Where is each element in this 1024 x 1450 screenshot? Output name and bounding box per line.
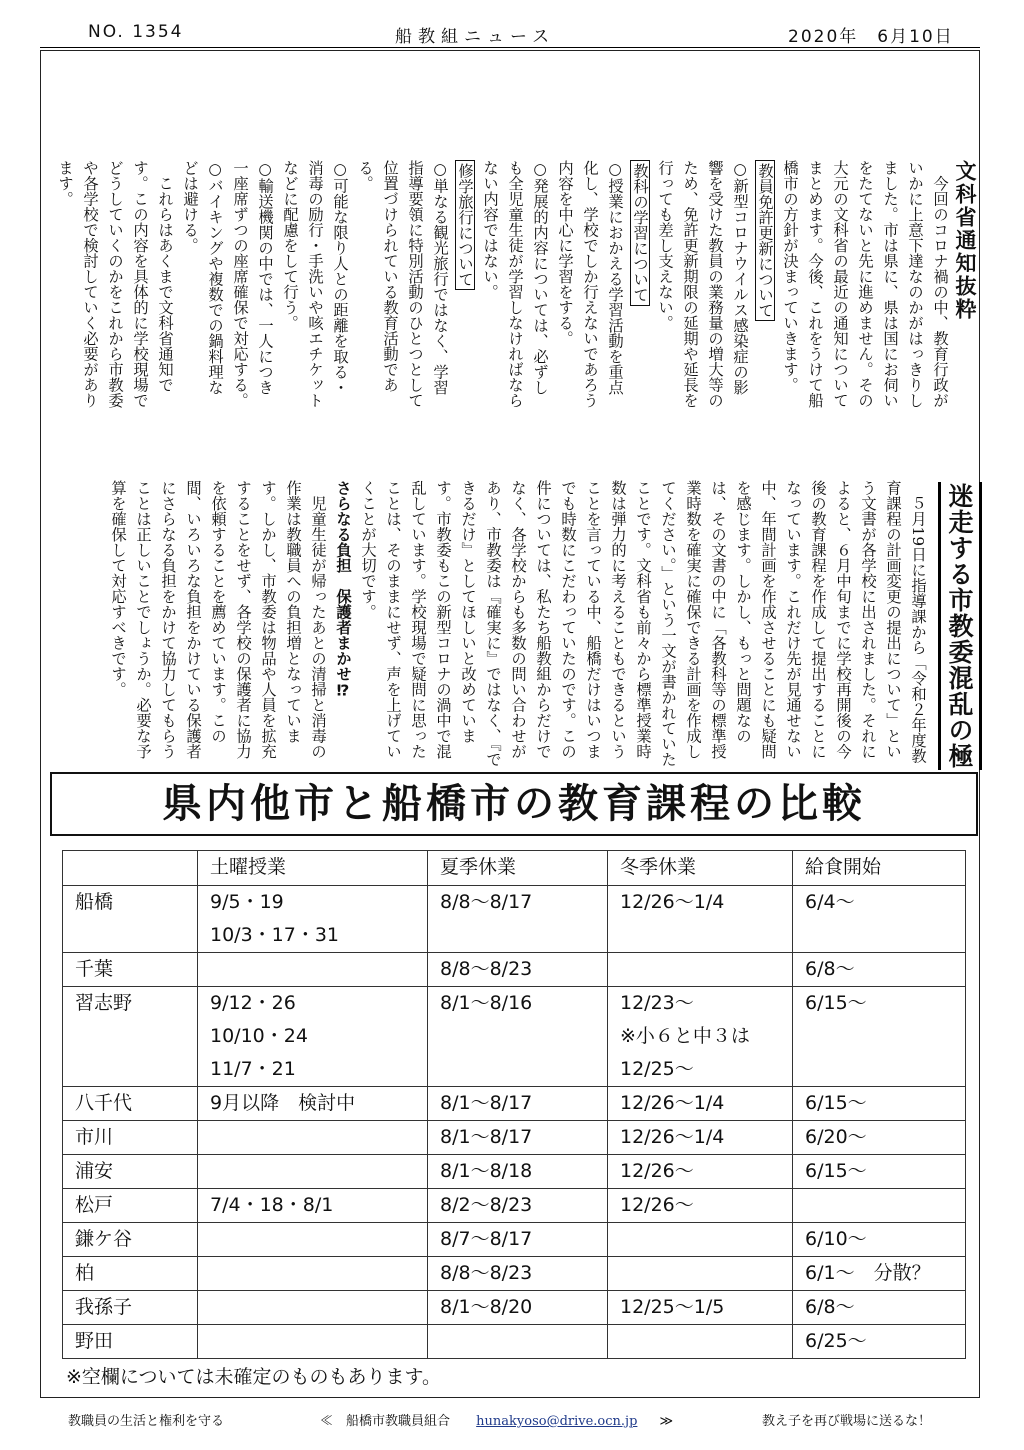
winter-cell-line: 12/26〜 <box>620 1160 694 1182</box>
summer-cell-line: 8/1〜8/16 <box>440 992 533 1014</box>
newsletter-title: 船教組ニュース <box>395 27 556 47</box>
article-monbusho <box>56 160 977 410</box>
saturday-cell-line: 9/12・26 <box>210 992 296 1014</box>
winter-cell <box>608 987 793 1087</box>
union-name: ≪ 船橋市教職員組合 <box>320 1414 451 1429</box>
article-title: 文科省通知抜粋 <box>953 160 977 321</box>
winter-cell <box>608 1291 793 1325</box>
winter-cell-line: 12/26〜 <box>620 1194 694 1216</box>
city-cell <box>63 1291 198 1325</box>
saturday-cell <box>198 1223 428 1257</box>
article-confusion <box>62 480 930 770</box>
issue-date: 2020年 6月10日 <box>788 27 954 47</box>
section-body: ○授業におかえる学習活動を重点化し、学校でしか行えないであろう内容を中心に学習をする。 <box>556 160 624 408</box>
saturday-cell <box>198 1257 428 1291</box>
summer-cell-line: 8/8〜8/17 <box>440 891 533 913</box>
section-body: ○発展的内容については、必ずしも全児童生徒が学習しなければならない内容ではない。 <box>481 160 549 408</box>
city-cell-line: 市川 <box>75 1126 114 1148</box>
header-summer: 夏季休業 <box>428 851 608 886</box>
section-body: ○単なる観光旅行ではなく、学習指導要領に特別活動のひとつとして位置づけられている教育活動である。 <box>356 160 449 408</box>
summer-cell-line: 8/8〜8/23 <box>440 1262 533 1284</box>
lunch-cell-line: 6/20〜 <box>805 1126 867 1148</box>
summer-cell <box>428 953 608 987</box>
city-cell-line: 八千代 <box>75 1092 133 1114</box>
table-row <box>63 1087 966 1121</box>
lunch-cell <box>793 1257 966 1291</box>
summer-cell <box>428 1325 608 1359</box>
city-cell <box>63 1223 198 1257</box>
lunch-cell <box>793 1189 966 1223</box>
table-row <box>63 1155 966 1189</box>
lunch-cell <box>793 1291 966 1325</box>
table-note: ※空欄については未確定のものもあります。 <box>66 1366 442 1388</box>
summer-cell-line: 8/8〜8/23 <box>440 958 533 980</box>
footer-bracket: ≫ <box>659 1414 674 1429</box>
summer-cell-line: 8/1〜8/20 <box>440 1296 533 1318</box>
lunch-cell <box>793 953 966 987</box>
lunch-cell-line: 6/15〜 <box>805 1160 867 1182</box>
city-cell <box>63 1087 198 1121</box>
issue-number: NO. 1354 <box>88 22 184 42</box>
footer-right: 教え子を再び戦場に送るな！ <box>762 1414 932 1429</box>
saturday-cell <box>198 1189 428 1223</box>
section-body: ○可能な限り人との距離を取る・消毒の励行・手洗いや咳エチケットなどに配慮をして行う。 <box>281 160 349 408</box>
article2-subheading: さらなる負担 保護者まかせ⁉ <box>334 480 352 700</box>
city-cell-line: 習志野 <box>75 992 133 1014</box>
saturday-cell <box>198 987 428 1087</box>
comparison-title: 県内他市と船橋市の教育課程の比較 <box>50 772 978 836</box>
lunch-cell-line: 6/8〜 <box>805 958 855 980</box>
winter-cell <box>608 1189 793 1223</box>
winter-cell-line: 12/23〜 <box>620 992 694 1014</box>
header-city <box>63 851 198 886</box>
lunch-cell-line: 6/25〜 <box>805 1330 867 1352</box>
summer-cell-line: 8/7〜8/17 <box>440 1228 533 1250</box>
table-row <box>63 1189 966 1223</box>
summer-cell <box>428 1291 608 1325</box>
summer-cell-line: 8/2〜8/23 <box>440 1194 533 1216</box>
city-cell-line: 野田 <box>75 1330 114 1352</box>
winter-cell-line: 12/26〜1/4 <box>620 1092 725 1114</box>
lunch-cell-line: 6/15〜 <box>805 992 867 1014</box>
winter-cell <box>608 1155 793 1189</box>
lunch-cell-line: 6/8〜 <box>805 1296 855 1318</box>
section-body: ○新型コロナウイルス感染症の影響を受けた教員の業務量の増大等のため、免許更新期限の延期や延長を行っても差し支えない。 <box>656 160 749 408</box>
article-closing: これらはあくまで文科省通知です。この内容を具体的に学校現場でどうしていくのかをこれから市教委や各学校で検討していく必要があります。 <box>56 160 174 408</box>
lunch-cell-line: 6/10〜 <box>805 1228 867 1250</box>
article2-body: ５月19日に指導課から「令和２年度教育課程の計画変更の提出について」という文書が各学校に出されました。それによると、６月中旬までに学校再開後の今後の教育課程を作成して提出することになっています。これだけ先が見通せない中、年間計画を作成させることにも疑問を感じます。しかし、もっと問題なのは、その文書の中に「各教科等の標準授業時数を確実に確保できる計画を作成してください。」という一文が書かれていたことです。文科省も前々から標準授業時数は弾力的に考えることもできるということを言っている中、船橋だけはいつまでも時数にこだわっていたのです。この件については、私たち船教組からだけでなく、各学校からも多数の問い合わせがあり、市教委は『確実に』ではなく、『できるだけ』としてほしいと改めています。市教委もこの新型コロナの渦中で混乱しています。学校現場で疑問に思ったことは、そのままにせず、声を上げていくことが大切です。 <box>359 480 927 767</box>
saturday-cell <box>198 953 428 987</box>
winter-cell-line: 12/26〜1/4 <box>620 1126 725 1148</box>
saturday-cell <box>198 1087 428 1121</box>
header-lunch: 給食開始 <box>793 851 966 886</box>
section-heading: 修学旅行について <box>455 160 475 290</box>
header-rule <box>40 47 980 48</box>
saturday-cell-line: 11/7・21 <box>210 1058 296 1080</box>
winter-cell <box>608 886 793 953</box>
footer-left: 教職員の生活と権利を守る <box>68 1414 225 1429</box>
table-row <box>63 1291 966 1325</box>
summer-cell-line: 8/1〜8/17 <box>440 1092 533 1114</box>
table-header-row <box>63 851 966 886</box>
table-row <box>63 1257 966 1291</box>
comparison-table <box>62 850 966 1359</box>
table-row <box>63 1223 966 1257</box>
table-row <box>63 1325 966 1359</box>
city-cell <box>63 1189 198 1223</box>
winter-cell-line: ※小６と中３は <box>620 1025 750 1047</box>
summer-cell-line: 8/1〜8/17 <box>440 1126 533 1148</box>
summer-cell <box>428 1257 608 1291</box>
winter-cell <box>608 953 793 987</box>
winter-cell-line: 12/25〜 <box>620 1058 694 1080</box>
winter-cell-line: 12/26〜1/4 <box>620 891 725 913</box>
lunch-cell <box>793 1325 966 1359</box>
summer-cell <box>428 1121 608 1155</box>
saturday-cell <box>198 1325 428 1359</box>
summer-cell <box>428 1087 608 1121</box>
lunch-cell-line: 6/15〜 <box>805 1092 867 1114</box>
table-row <box>63 1121 966 1155</box>
winter-cell <box>608 1257 793 1291</box>
article2-body: 児童生徒が帰ったあとの清掃と消毒の作業は教職員への負担増となっています。しかし、市教委は物品や人員を拡充することをせず、各学校の保護者に協力を依頼することを薦めています。この間、いろいろな負担をかけている保護者にさらなる負担をかけて協力してもらうことは正しいことでしょうか。必要な予算を確保して対応すべきです。 <box>109 480 327 759</box>
city-cell <box>63 1121 198 1155</box>
lunch-cell-line: 6/1〜 分散？ <box>805 1262 931 1284</box>
lunch-cell <box>793 987 966 1087</box>
section-body: ○輸送機関の中では、一人につき一座席ずつの座席確保で対応する。 <box>231 160 274 408</box>
city-cell-line: 柏 <box>75 1262 95 1284</box>
saturday-cell-line: 9/5・19 <box>210 891 284 913</box>
footer-center <box>320 1410 673 1429</box>
email-link[interactable]: hunakyoso@drive.ocn.jp <box>476 1414 638 1429</box>
lunch-cell <box>793 1087 966 1121</box>
table-row <box>63 953 966 987</box>
city-cell <box>63 1257 198 1291</box>
city-cell-line: 浦安 <box>75 1160 114 1182</box>
saturday-cell <box>198 886 428 953</box>
lunch-cell <box>793 1121 966 1155</box>
article2-title: 迷走する市教委混乱の極 <box>938 482 982 770</box>
summer-cell <box>428 1155 608 1189</box>
city-cell <box>63 1155 198 1189</box>
summer-cell <box>428 1223 608 1257</box>
winter-cell <box>608 1325 793 1359</box>
winter-cell <box>608 1121 793 1155</box>
summer-cell <box>428 987 608 1087</box>
table-row <box>63 886 966 953</box>
section-heading: 教科の学習について <box>630 160 650 306</box>
lunch-cell <box>793 1155 966 1189</box>
city-cell <box>63 1325 198 1359</box>
city-cell-line: 我孫子 <box>75 1296 133 1318</box>
city-cell-line: 鎌ケ谷 <box>75 1228 133 1250</box>
winter-cell <box>608 1087 793 1121</box>
city-cell-line: 松戸 <box>75 1194 114 1216</box>
saturday-cell-line: 9月以降 検討中 <box>210 1092 356 1114</box>
city-cell-line: 千葉 <box>75 958 114 980</box>
section-body: ○バイキングや複数での鍋料理などは避ける。 <box>181 160 224 396</box>
table-row <box>63 987 966 1087</box>
lunch-cell-line: 6/4〜 <box>805 891 855 913</box>
winter-cell-line: 12/25〜1/5 <box>620 1296 725 1318</box>
saturday-cell-line: 10/10・24 <box>210 1025 308 1047</box>
city-cell <box>63 886 198 953</box>
saturday-cell <box>198 1291 428 1325</box>
city-cell <box>63 953 198 987</box>
header-winter: 冬季休業 <box>608 851 793 886</box>
lunch-cell <box>793 886 966 953</box>
lunch-cell <box>793 1223 966 1257</box>
summer-cell <box>428 886 608 953</box>
city-cell-line: 船橋 <box>75 891 114 913</box>
saturday-cell <box>198 1121 428 1155</box>
summer-cell-line: 8/1〜8/18 <box>440 1160 533 1182</box>
winter-cell <box>608 1223 793 1257</box>
summer-cell <box>428 1189 608 1223</box>
header-saturday: 土曜授業 <box>198 851 428 886</box>
saturday-cell-line: 10/3・17・31 <box>210 924 340 946</box>
article-intro: 今回のコロナ禍の中、教育行政がいかに上意下達なのかがはっきりしました。市は県に、県は国にお伺いをたてないと先に進めません。その大元の文科省の最近の通知についてまとめます。今後、これをうけて船橋市の方針が決まっていきます。 <box>781 160 949 408</box>
saturday-cell-line: 7/4・18・8/1 <box>210 1194 334 1216</box>
section-heading: 教員免許更新について <box>755 160 775 321</box>
city-cell <box>63 987 198 1087</box>
saturday-cell <box>198 1155 428 1189</box>
